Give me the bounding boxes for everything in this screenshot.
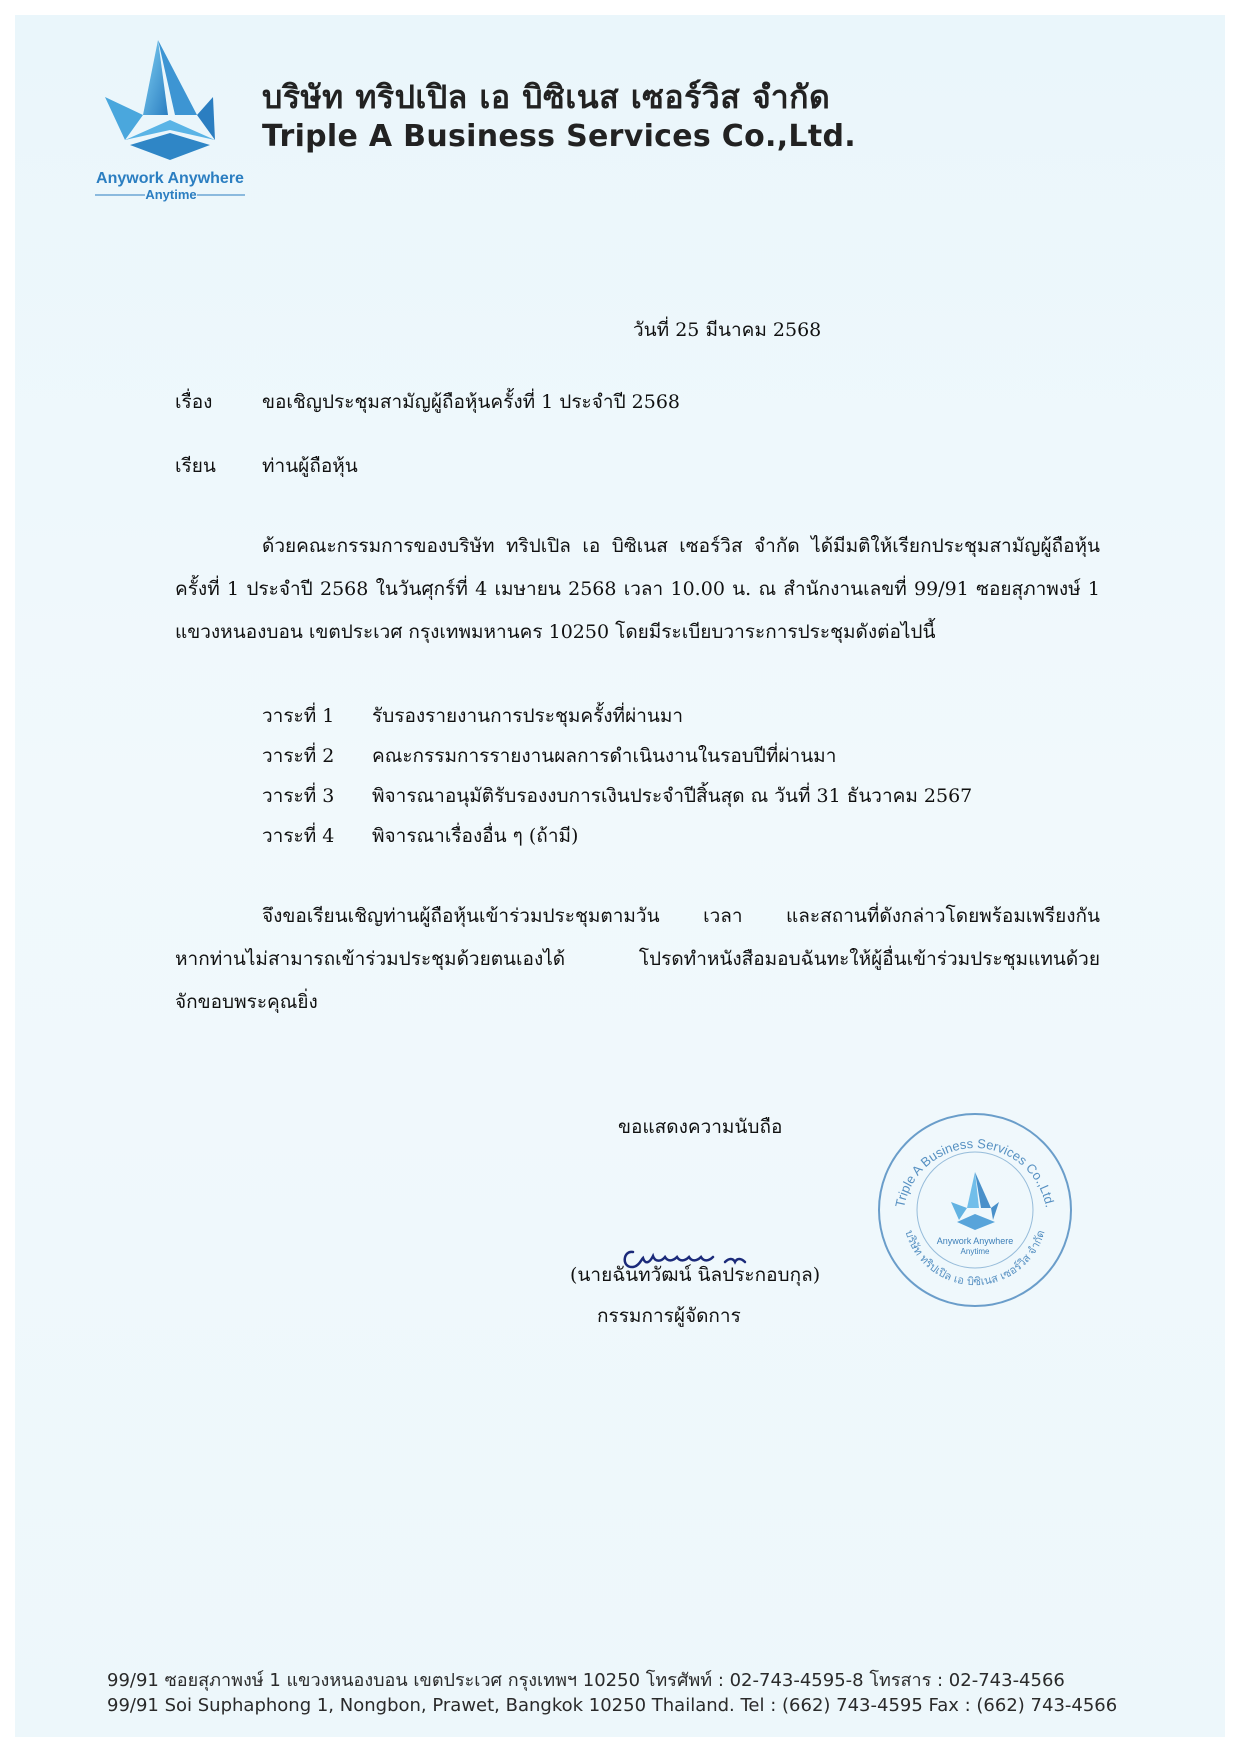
body-line: ด้วยคณะกรรมการของบริษัท ทริปเปิล เอ บิซิเนส เซอร์วิส จำกัด ได้มีมติให้เรียกประชุมสามัญผู้ถือหุ้น: [262, 535, 1100, 557]
body-paragraph: [175, 525, 1100, 654]
company-logo: [85, 35, 275, 205]
closing-line: จักขอบพระคุณยิ่ง: [175, 991, 318, 1013]
company-name-th: บริษัท ทริปเปิล เอ บิซิเนส เซอร์วิส จำกัด: [262, 78, 831, 116]
recipient-label: เรียน: [175, 455, 216, 477]
letter-page: [15, 15, 1225, 1737]
agenda-text: คณะกรรมการรายงานผลการดำเนินงานในรอบปีที่ผ่านมา: [372, 745, 837, 767]
agenda-number: วาระที่ 3: [262, 785, 335, 807]
agenda-number: วาระที่ 2: [262, 745, 335, 767]
regards-text: ขอแสดงความนับถือ: [618, 1116, 783, 1138]
letter-date: วันที่ 25 มีนาคม 2568: [633, 319, 822, 341]
body-line: แขวงหนองบอน เขตประเวศ กรุงเทพมหานคร 10250 โดยมีระเบียบวาระการประชุมดังต่อไปนี้: [175, 621, 936, 643]
agenda-number: วาระที่ 4: [262, 825, 335, 847]
agenda-number: วาระที่ 1: [262, 705, 335, 727]
company-name-en: Triple A Business Services Co.,Ltd.: [262, 119, 856, 154]
body-line: ครั้งที่ 1 ประจำปี 2568 ในวันศุกร์ที่ 4 เมษายน 2568 เวลา 10.00 น. ณ สำนักงานเลขที่ 99/91 ซอยสุภาพงษ์ 1: [175, 578, 1100, 600]
agenda-text: รับรองรายงานการประชุมครั้งที่ผ่านมา: [372, 705, 684, 727]
company-stamp: [875, 1110, 1075, 1310]
signer-title: กรรมการผู้จัดการ: [597, 1305, 741, 1327]
subject-text: ขอเชิญประชุมสามัญผู้ถือหุ้นครั้งที่ 1 ประจำปี 2568: [262, 391, 681, 413]
signer-name: (นายฉันทวัฒน์ นิลประกอบกุล): [570, 1264, 821, 1286]
logo-tagline-2: Anytime: [145, 187, 197, 202]
agenda-text: พิจารณาอนุมัติรับรองงบการเงินประจำปีสิ้นสุด ณ วันที่ 31 ธันวาคม 2567: [372, 785, 973, 807]
closing-line: จึงขอเรียนเชิญท่านผู้ถือหุ้นเข้าร่วมประชุมตามวัน เวลา และสถานที่ดังกล่าวโดยพร้อมเพรียงกัน: [262, 905, 1100, 927]
logo-tagline-1: Anywork Anywhere: [96, 170, 244, 187]
footer-address-en: 99/91 Soi Suphaphong 1, Nongbon, Prawet, Bangkok 10250 Thailand. Tel : (662) 743-4595 Fax : (662) 743-4566: [107, 1695, 1118, 1716]
footer-address-th: 99/91 ซอยสุภาพงษ์ 1 แขวงหนองบอน เขตประเวศ กรุงเทพฯ 10250 โทรศัพท์ : 02-743-4595-8 โทรสาร : 02-743-4566: [107, 1670, 1065, 1691]
stamp-tagline-2: Anytime: [960, 1247, 990, 1256]
stamp-text-th: บริษัท ทริปเปิล เอ บิซิเนส เซอร์วิส จำกัด: [902, 1228, 1048, 1289]
stamp-tagline-1: Anywork Anywhere: [936, 1236, 1014, 1246]
closing-line: หากท่านไม่สามารถเข้าร่วมประชุมด้วยตนเองได้ โปรดทำหนังสือมอบฉันทะให้ผู้อื่นเข้าร่วมประชุมแทนด้วย: [175, 948, 1100, 970]
subject-label: เรื่อง: [175, 391, 213, 413]
closing-paragraph: [175, 895, 1100, 1024]
stamp-text-en: Triple A Business Services Co.,Ltd.: [892, 1135, 1058, 1209]
agenda-text: พิจารณาเรื่องอื่น ๆ (ถ้ามี): [372, 825, 579, 847]
recipient-text: ท่านผู้ถือหุ้น: [262, 455, 358, 477]
